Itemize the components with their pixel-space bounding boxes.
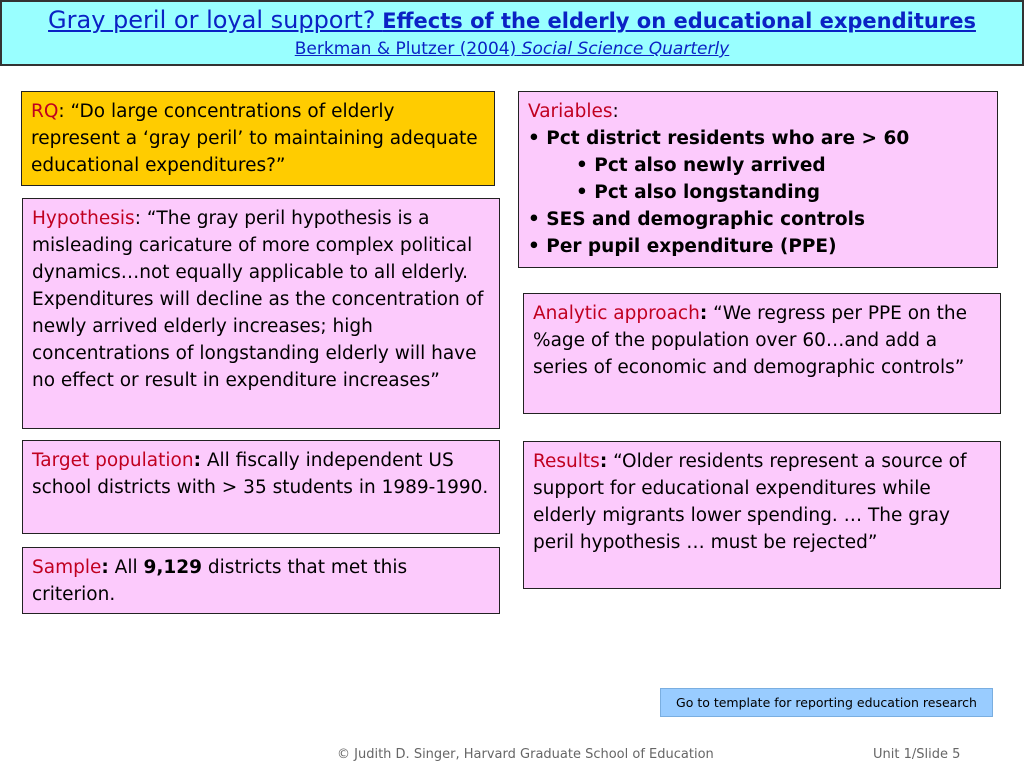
- target-label: Target population: [32, 450, 194, 471]
- slide-title: [2, 6, 1022, 34]
- results-label: Results: [533, 451, 600, 472]
- title-subtitle: Effects of the elderly on educational expenditures: [382, 9, 976, 33]
- variable-item: • Pct also longstanding: [576, 182, 821, 203]
- rq-label: RQ: [31, 101, 59, 122]
- variables-box: Variables: • Pct district residents who are > 60 • Pct also newly arrived • Pct also longstanding • SES and demographic controls • Per pupil expenditure (PPE): [518, 91, 998, 268]
- sample-box: Sample: All 9,129 districts that met this criterion.: [22, 547, 500, 614]
- citation-authors: Berkman & Plutzer (2004): [294, 39, 517, 59]
- hypothesis-text: “The gray peril hypothesis is a misleading caricature of more complex political dynamics…not equally applicable to all elderly. Expenditures will decline as the concentration of newly arrived elderly increases; high concentrations of longstanding elderly will have no effect or result in expenditure increases”: [32, 208, 484, 391]
- variable-item: • Pct district residents who are > 60: [528, 128, 910, 149]
- rq-text: “Do large concentrations of elderly represent a ‘gray peril’ to maintaining adequate educational expenditures?”: [31, 101, 478, 176]
- template-link-button[interactable]: Go to template for reporting education research: [660, 688, 993, 717]
- variable-item: • Pct also newly arrived: [576, 155, 826, 176]
- sample-number: 9,129: [143, 557, 203, 578]
- analytic-approach-box: Analytic approach: “We regress per PPE on the %age of the population over 60…and add a series of economic and demographic controls”: [523, 293, 1001, 414]
- hypothesis-label: Hypothesis: [32, 208, 135, 229]
- variable-item: • Per pupil expenditure (PPE): [528, 236, 837, 257]
- rq-box: RQ: “Do large concentrations of elderly represent a ‘gray peril’ to maintaining adequate educational expenditures?”: [21, 91, 495, 186]
- title-main: Gray peril or loyal support?: [48, 6, 376, 34]
- target-text: All fiscally independent US school districts with > 35 students in 1989-1990.: [32, 450, 489, 498]
- variables-label: Variables: [528, 101, 613, 122]
- citation-journal: Social Science Quarterly: [521, 39, 730, 59]
- sample-post: districts that met this criterion.: [32, 557, 408, 605]
- footer-copyright: © Judith D. Singer, Harvard Graduate School of Education: [337, 747, 714, 762]
- sample-label: Sample: [32, 557, 102, 578]
- citation: [2, 39, 1022, 59]
- variable-item: • SES and demographic controls: [528, 209, 865, 230]
- hypothesis-box: Hypothesis: “The gray peril hypothesis is a misleading caricature of more complex political dynamics…not equally applicable to all elderly. Expenditures will decline as the concentration of newly arrived elderly increases; high concentrations of longstanding elderly will have no effect or result in expenditure increases”: [22, 198, 500, 429]
- slide-header: [0, 0, 1024, 66]
- analytic-text: “We regress per PPE on the %age of the population over 60…and add a series of economic and demographic controls”: [533, 303, 968, 378]
- results-box: Results: “Older residents represent a source of support for educational expenditures while elderly migrants lower spending. … The gray peril hypothesis … must be rejected”: [523, 441, 1001, 589]
- footer-slide-number: Unit 1/Slide 5: [873, 747, 961, 762]
- analytic-label: Analytic approach: [533, 303, 700, 324]
- results-text: “Older residents represent a source of support for educational expenditures while elderly migrants lower spending. … The gray peril hypothesis … must be rejected”: [533, 451, 967, 553]
- sample-pre: All: [114, 557, 138, 578]
- target-population-box: Target population: All fiscally independent US school districts with > 35 students in 1989-1990.: [22, 440, 500, 534]
